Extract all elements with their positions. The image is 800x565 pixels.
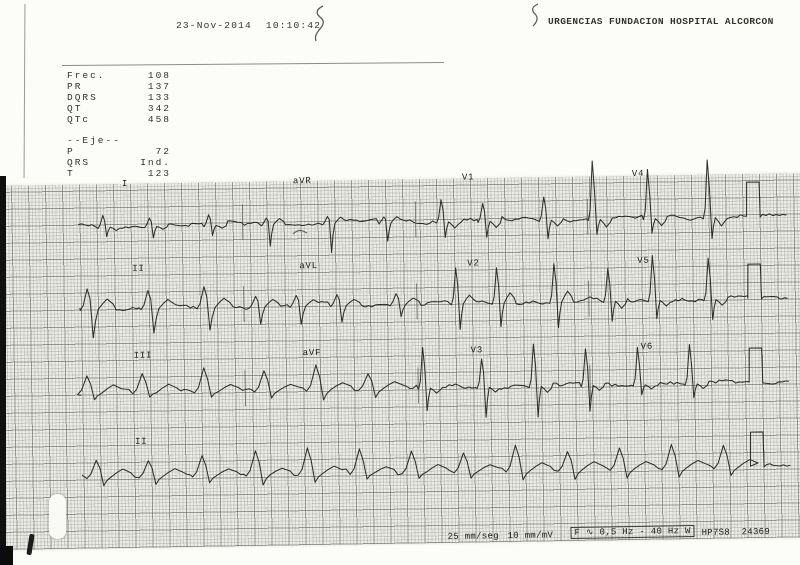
- measurement-label: QTc: [67, 114, 91, 125]
- lead-label-aVF: aVF: [302, 347, 322, 359]
- record-date: 23-Nov-2014: [176, 20, 252, 31]
- lead-label-II: II: [132, 263, 145, 274]
- pen-mark: [315, 6, 323, 41]
- lead-label-I: I: [121, 178, 129, 189]
- lead-label-V5: V5: [637, 255, 650, 266]
- axis-section-title: --Eje--: [67, 135, 121, 146]
- lead-label-V6: V6: [640, 341, 654, 352]
- lead-label-V4: V4: [631, 168, 645, 179]
- measurement-label: QT: [67, 103, 83, 114]
- axis-label: P: [67, 146, 75, 157]
- measurement-label: Frec.: [67, 70, 106, 81]
- lead-label-V3: V3: [470, 345, 484, 356]
- lead-label-II: II: [134, 436, 148, 447]
- axis-label: T: [67, 168, 75, 179]
- measurement-value: 458: [147, 114, 171, 125]
- hospital-name: URGENCIAS FUNDACION HOSPITAL ALCORCON: [548, 16, 774, 27]
- axis-value: 72: [155, 146, 171, 157]
- lead-label-V1: V1: [461, 172, 475, 183]
- measurement-value: 342: [147, 103, 171, 114]
- filter-setting-box: F ∿ 0,5 Hz - 40 Hz W: [570, 525, 694, 539]
- measurement-label: PR: [67, 81, 83, 92]
- device-code-label: HP7S8: [701, 527, 731, 538]
- measurement-label: DQRS: [67, 92, 98, 103]
- serial-number-label: 24369: [741, 526, 771, 538]
- lead-label-aVR: aVR: [292, 176, 312, 187]
- lead-label-aVL: aVL: [299, 260, 318, 272]
- pen-mark: [533, 4, 538, 26]
- axis-value: Ind.: [140, 157, 171, 168]
- lead-label-III: III: [133, 350, 153, 361]
- axis-label: QRS: [67, 157, 91, 168]
- paper-speed-label: 25 mm/seg: [447, 531, 499, 542]
- axis-value: 123: [147, 168, 171, 179]
- measurement-value: 137: [147, 81, 171, 92]
- record-time: 10:10:42: [265, 20, 322, 31]
- pen-mark: [293, 230, 307, 234]
- measurement-value: 108: [147, 70, 171, 81]
- lead-label-V2: V2: [467, 258, 480, 269]
- measurement-value: 133: [147, 92, 171, 103]
- gain-label: 10 mm/mV: [507, 530, 554, 541]
